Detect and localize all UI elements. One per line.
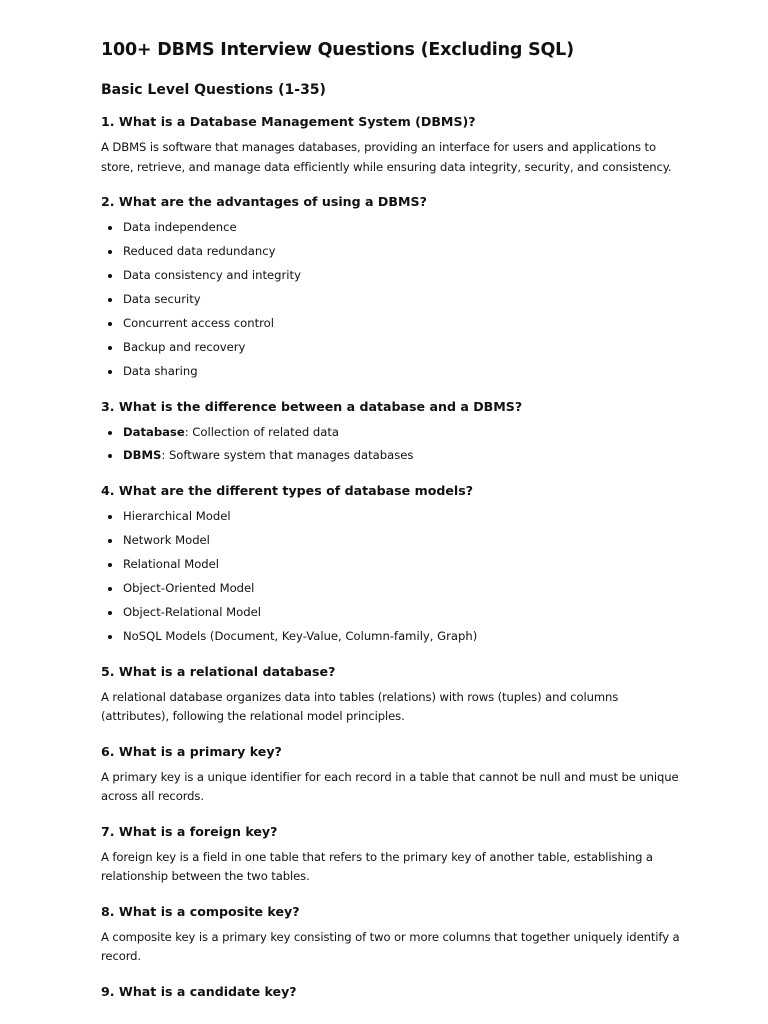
question-block-7	[101, 823, 681, 887]
bullet-icon	[108, 611, 112, 615]
list-item	[101, 531, 681, 551]
answer-text: A composite key is a primary key consisting of two or more columns that together uniquely identify a record.	[101, 929, 680, 964]
term-label: DBMS	[123, 448, 162, 463]
question-block-4	[101, 482, 681, 647]
list-item-text: Data sharing	[123, 363, 198, 378]
bullet-icon	[108, 431, 112, 435]
answer-text: A foreign key is a field in one table that refers to the primary key of another table, establishing a relationship between the two tables.	[101, 849, 653, 884]
list-item-text: Relational Model	[123, 557, 220, 572]
definitions-list	[101, 423, 681, 467]
list-item-text: Backup and recovery	[123, 339, 246, 354]
list-item	[101, 627, 681, 647]
document-title: 100+ DBMS Interview Questions (Excluding SQL)	[101, 40, 574, 60]
term-label: Database	[123, 424, 185, 439]
list-item-text: Reduced data redundancy	[123, 243, 276, 258]
list-item-text: Data independence	[123, 220, 237, 234]
advantages-list	[101, 218, 681, 382]
bullet-icon	[108, 587, 112, 591]
list-item	[101, 314, 681, 334]
answer-text: A DBMS is software that manages databases, providing an interface for users and applications to store, retrieve, and manage data efficiently while ensuring data integrity, security, and consistency.	[101, 140, 672, 174]
question-heading: 2. What are the advantages of using a DBMS?	[101, 194, 427, 209]
question-block-5	[101, 663, 681, 727]
list-item	[101, 603, 681, 623]
bullet-icon	[108, 298, 112, 302]
list-item	[101, 242, 681, 262]
question-heading: 5. What is a relational database?	[101, 663, 336, 679]
list-item	[101, 555, 681, 575]
question-block-9	[101, 983, 681, 1001]
bullet-icon	[108, 274, 112, 278]
question-heading: 7. What is a foreign key?	[101, 823, 278, 839]
list-item-text: Network Model	[123, 533, 210, 548]
list-item-text: NoSQL Models (Document, Key-Value, Column-family, Graph)	[123, 629, 478, 643]
list-item	[101, 446, 681, 466]
term-definition: : Collection of related data	[184, 424, 339, 439]
bullet-icon	[108, 346, 112, 350]
question-heading: 1. What is a Database Management System (DBMS)?	[101, 114, 476, 129]
list-item	[101, 579, 681, 599]
section-heading: Basic Level Questions (1-35)	[101, 82, 326, 98]
bullet-icon	[108, 539, 112, 543]
question-block-8	[101, 903, 681, 967]
question-heading: 4. What are the different types of database models?	[101, 483, 474, 499]
question-block-2	[101, 193, 681, 382]
list-item-text: Object-Oriented Model	[123, 581, 255, 596]
question-block-3	[101, 398, 681, 467]
question-block-1	[101, 113, 681, 177]
list-item-text: Object-Relational Model	[123, 605, 261, 620]
bullet-icon	[108, 635, 112, 639]
models-list	[101, 507, 681, 647]
list-item-text: Concurrent access control	[123, 315, 274, 330]
document-page	[101, 38, 681, 1017]
list-item	[101, 423, 681, 443]
bullet-icon	[108, 322, 112, 326]
question-heading: 8. What is a composite key?	[101, 903, 300, 919]
question-heading: 3. What is the difference between a database and a DBMS?	[101, 398, 523, 414]
question-heading: 9. What is a candidate key?	[101, 983, 297, 999]
term-definition: : Software system that manages databases	[161, 448, 414, 463]
list-item	[101, 362, 681, 382]
answer-text: A relational database organizes data into tables (relations) with rows (tuples) and columns (attributes), following the relational model principles.	[101, 689, 619, 724]
bullet-icon	[108, 454, 112, 458]
bullet-icon	[108, 370, 112, 374]
question-block-6	[101, 743, 681, 807]
list-item	[101, 290, 681, 310]
list-item	[101, 338, 681, 358]
bullet-icon	[108, 563, 112, 567]
bullet-icon	[108, 226, 112, 230]
list-item-text: Hierarchical Model	[123, 509, 231, 524]
list-item-text: Data consistency and integrity	[123, 267, 301, 282]
bullet-icon	[108, 250, 112, 254]
list-item	[101, 266, 681, 286]
answer-text: A primary key is a unique identifier for each record in a table that cannot be null and must be unique across all records.	[101, 769, 679, 804]
list-item-text: Data security	[123, 291, 201, 306]
list-item	[101, 507, 681, 527]
list-item	[101, 218, 681, 238]
bullet-icon	[108, 515, 112, 519]
question-heading: 6. What is a primary key?	[101, 743, 282, 759]
